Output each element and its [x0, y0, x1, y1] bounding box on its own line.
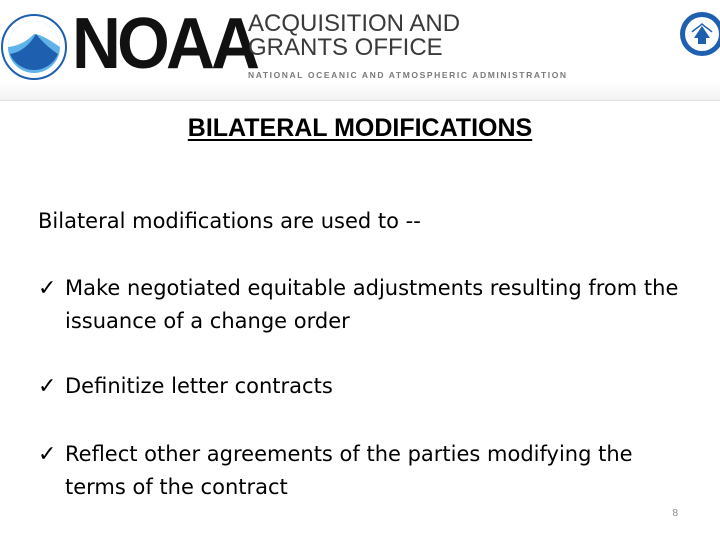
- checkmark-icon: ✓: [38, 442, 57, 467]
- header-banner: [0, 0, 720, 101]
- office-title-line1: ACQUISITION AND: [248, 10, 461, 37]
- list-item: [38, 272, 698, 338]
- noaa-logo-word: NOAA: [72, 4, 257, 84]
- checkmark-icon: ✓: [38, 374, 57, 399]
- checkmark-icon: ✓: [38, 276, 57, 301]
- department-of-commerce-seal-icon: [678, 8, 720, 64]
- list-item: [38, 370, 698, 403]
- bullet-text: Definitize letter contracts: [65, 374, 333, 398]
- agency-subtitle: NATIONAL OCEANIC AND ATMOSPHERIC ADMINISTRATION: [248, 70, 568, 80]
- bullet-text: Reflect other agreements of the parties modifying the terms of the contract: [65, 442, 633, 499]
- office-title-line2: GRANTS OFFICE: [248, 34, 443, 61]
- list-item: [38, 438, 698, 504]
- office-title: [248, 12, 460, 60]
- page-number: 8: [672, 508, 678, 519]
- noaa-emblem-icon: [0, 4, 68, 90]
- intro-text: Bilateral modifications are used to --: [38, 209, 421, 233]
- bullet-text: Make negotiated equitable adjustments resulting from the issuance of a change order: [65, 276, 679, 333]
- slide-title: BILATERAL MODIFICATIONS: [187, 114, 533, 142]
